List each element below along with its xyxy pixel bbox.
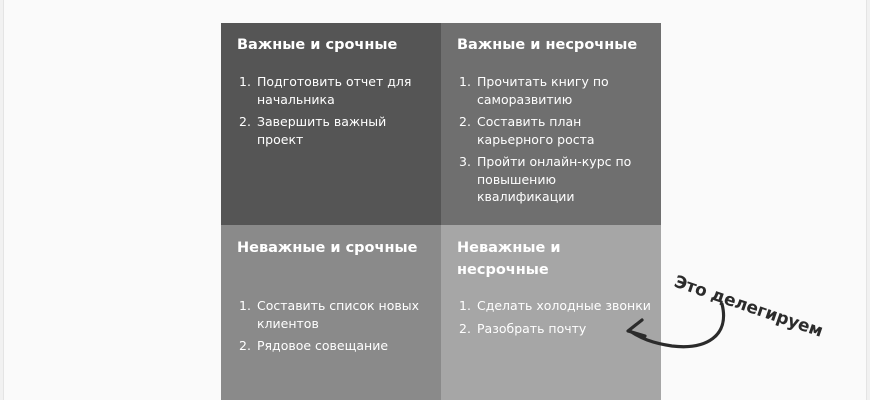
list-item: [239, 337, 435, 355]
item-text: Пройти онлайн-курс по повышению квалификации: [477, 154, 632, 204]
item-number: 3.: [459, 154, 471, 169]
list-item: [239, 113, 435, 148]
quadrant-important-urgent: [221, 23, 441, 225]
quadrant-title: Важные и срочные: [237, 37, 398, 53]
quadrant-title: Неважные и несрочные: [457, 240, 561, 278]
item-text: Подготовить отчет для начальника: [257, 74, 412, 107]
item-text: Сделать холодные звонки: [477, 298, 651, 313]
item-number: 2.: [459, 114, 471, 129]
quadrant-unimportant-urgent: [221, 225, 441, 400]
item-text: Рядовое совещание: [257, 338, 389, 353]
item-text: Разобрать почту: [477, 320, 587, 336]
item-number: 1.: [239, 74, 251, 89]
list-item: [459, 153, 655, 206]
annotation-text: Это делегируем: [671, 272, 826, 342]
list-item: [239, 297, 435, 332]
item-text: Составить план карьерного роста: [477, 114, 595, 147]
task-list: [459, 73, 655, 211]
item-number: 1.: [459, 298, 471, 313]
quadrant-title: Важные и несрочные: [457, 37, 638, 53]
task-list: [239, 73, 435, 153]
item-number: 2.: [239, 338, 251, 353]
quadrant-unimportant-not-urgent: [441, 225, 661, 400]
item-text: Составить список новых клиентов: [257, 298, 419, 331]
item-number: 1.: [459, 74, 471, 89]
item-text: Прочитать книгу по саморазвитию: [477, 74, 609, 107]
item-text: Завершить важный проект: [257, 114, 387, 147]
item-number: 2.: [459, 320, 471, 336]
list-item: [239, 73, 435, 108]
list-item: [459, 113, 655, 148]
task-list: [239, 297, 435, 360]
list-item: [459, 320, 655, 338]
item-number: 2.: [239, 114, 251, 129]
quadrant-title: Неважные и срочные: [237, 240, 418, 256]
item-number: 1.: [239, 298, 251, 313]
task-list: [459, 297, 655, 342]
list-item: [459, 297, 655, 315]
quadrant-important-not-urgent: [441, 23, 661, 225]
list-item: [459, 73, 655, 108]
